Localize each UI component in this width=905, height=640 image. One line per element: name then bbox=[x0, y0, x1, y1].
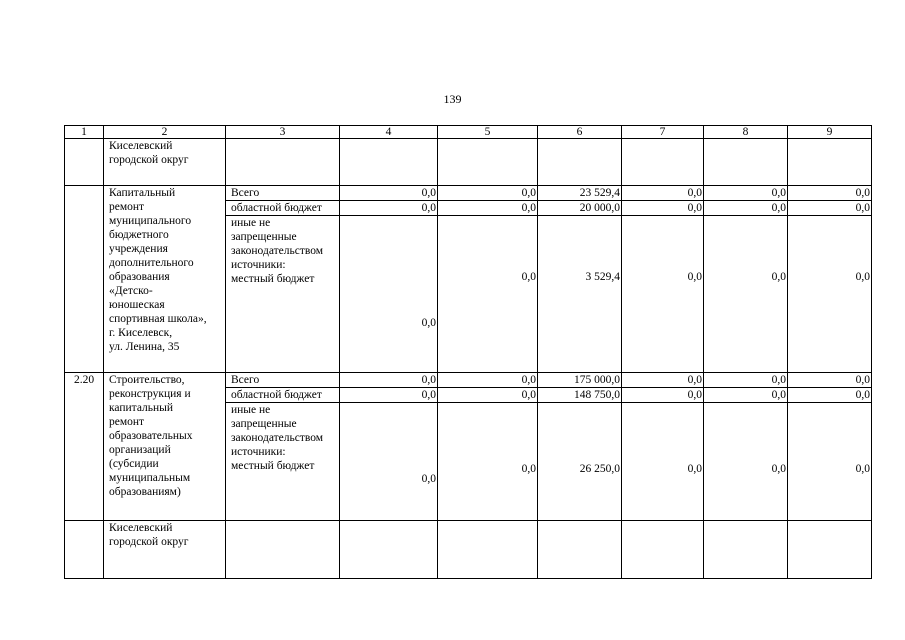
value-cell: 175 000,0 bbox=[538, 373, 622, 388]
code-cell: 2.20 bbox=[65, 373, 104, 521]
code-cell bbox=[65, 139, 104, 186]
name-line: ул. Ленина, 35 bbox=[109, 341, 180, 353]
name-line: образования bbox=[109, 271, 170, 283]
source-cell bbox=[226, 139, 340, 186]
value-cell: 0,0 bbox=[704, 403, 788, 521]
value-cell: 0,0 bbox=[340, 186, 438, 201]
value-cell bbox=[340, 139, 438, 186]
name-line: «Детско- bbox=[109, 285, 153, 297]
value-cell: 0,0 bbox=[438, 216, 538, 373]
name-line: юношеская bbox=[109, 299, 165, 311]
code-cell bbox=[65, 521, 104, 579]
name-cell bbox=[104, 521, 226, 579]
value-cell: 0,0 bbox=[788, 201, 872, 216]
name-cell bbox=[104, 186, 226, 373]
source-cell: областной бюджет bbox=[226, 201, 340, 216]
page-number: 139 bbox=[443, 92, 462, 106]
source-line: законодательством bbox=[231, 432, 324, 444]
value-cell: 148 750,0 bbox=[538, 388, 622, 403]
value-cell: 0,0 bbox=[788, 216, 872, 373]
source-cell: Всего bbox=[226, 186, 340, 201]
value-cell: 0,0 bbox=[704, 373, 788, 388]
name-line: спортивная школа», bbox=[109, 313, 207, 325]
name-cell bbox=[104, 373, 226, 521]
name-line: Строительство, bbox=[109, 374, 185, 386]
value-cell: 0,0 bbox=[704, 186, 788, 201]
source-cell bbox=[226, 403, 340, 521]
name-line: учреждения bbox=[109, 243, 168, 255]
source-line: местный бюджет bbox=[231, 460, 315, 472]
col-header: 2 bbox=[104, 126, 226, 139]
col-header: 7 bbox=[622, 126, 704, 139]
name-line: ремонт bbox=[109, 416, 145, 428]
name-line: организаций bbox=[109, 444, 171, 456]
source-line: источники: bbox=[231, 446, 286, 458]
value-cell: 0,0 bbox=[622, 216, 704, 373]
value-cell bbox=[622, 139, 704, 186]
source-line: законодательством bbox=[231, 245, 324, 257]
value-cell bbox=[622, 521, 704, 579]
value-cell: 0,0 bbox=[340, 388, 438, 403]
name-line: образовательных bbox=[109, 430, 193, 442]
name-line: образованиям) bbox=[109, 486, 181, 498]
value-cell: 0,0 bbox=[788, 403, 872, 521]
value-cell bbox=[788, 521, 872, 579]
source-cell bbox=[226, 216, 340, 373]
source-line: запрещенные bbox=[231, 418, 297, 430]
value-cell: 0,0 bbox=[438, 373, 538, 388]
value-cell: 0,0 bbox=[340, 373, 438, 388]
name-line: бюджетного bbox=[109, 229, 169, 241]
value-cell: 0,0 bbox=[340, 403, 438, 521]
value-cell bbox=[538, 139, 622, 186]
col-header: 9 bbox=[788, 126, 872, 139]
name-line: городской округ bbox=[109, 536, 189, 548]
name-line: городской округ bbox=[109, 154, 189, 166]
source-cell bbox=[226, 521, 340, 579]
name-line: г. Киселевск, bbox=[109, 327, 173, 339]
value-cell: 0,0 bbox=[438, 388, 538, 403]
value-cell: 0,0 bbox=[704, 216, 788, 373]
value-cell bbox=[340, 521, 438, 579]
table-row bbox=[65, 139, 872, 186]
value-cell: 20 000,0 bbox=[538, 201, 622, 216]
value-cell: 0,0 bbox=[340, 201, 438, 216]
table-row bbox=[65, 373, 872, 388]
value-cell: 0,0 bbox=[438, 201, 538, 216]
budget-table bbox=[64, 125, 872, 579]
value-cell: 0,0 bbox=[788, 388, 872, 403]
value-cell: 26 250,0 bbox=[538, 403, 622, 521]
col-header: 1 bbox=[65, 126, 104, 139]
name-cell bbox=[104, 139, 226, 186]
value-cell: 0,0 bbox=[622, 373, 704, 388]
source-line: запрещенные bbox=[231, 231, 297, 243]
name-line: муниципальным bbox=[109, 472, 191, 484]
value-cell: 0,0 bbox=[340, 216, 438, 373]
value-cell: 0,0 bbox=[622, 403, 704, 521]
source-line: иные не bbox=[231, 404, 271, 416]
value-cell bbox=[788, 139, 872, 186]
header-row bbox=[65, 126, 872, 139]
value-cell bbox=[538, 521, 622, 579]
value-cell: 0,0 bbox=[704, 388, 788, 403]
source-cell: областной бюджет bbox=[226, 388, 340, 403]
value-cell bbox=[704, 139, 788, 186]
source-line: иные не bbox=[231, 217, 271, 229]
col-header: 8 bbox=[704, 126, 788, 139]
col-header: 6 bbox=[538, 126, 622, 139]
value-cell: 0,0 bbox=[788, 373, 872, 388]
value-cell: 0,0 bbox=[622, 388, 704, 403]
table-row bbox=[65, 521, 872, 579]
col-header: 3 bbox=[226, 126, 340, 139]
name-line: реконструкция и bbox=[109, 388, 191, 400]
value-cell: 0,0 bbox=[622, 186, 704, 201]
source-line: местный бюджет bbox=[231, 273, 315, 285]
table-row bbox=[65, 186, 872, 201]
code-cell bbox=[65, 186, 104, 373]
value-cell: 0,0 bbox=[438, 403, 538, 521]
value-cell: 23 529,4 bbox=[538, 186, 622, 201]
value-cell bbox=[438, 521, 538, 579]
name-line: Киселевский bbox=[109, 140, 173, 152]
source-cell: Всего bbox=[226, 373, 340, 388]
name-line: капитальный bbox=[109, 402, 174, 414]
value-cell: 3 529,4 bbox=[538, 216, 622, 373]
col-header: 5 bbox=[438, 126, 538, 139]
source-line: источники: bbox=[231, 259, 286, 271]
value-cell: 0,0 bbox=[438, 186, 538, 201]
col-header: 4 bbox=[340, 126, 438, 139]
name-line: муниципального bbox=[109, 215, 192, 227]
name-line: (субсидии bbox=[109, 458, 159, 470]
name-line: Киселевский bbox=[109, 522, 173, 534]
value-cell bbox=[704, 521, 788, 579]
name-line: дополнительного bbox=[109, 257, 194, 269]
value-cell: 0,0 bbox=[622, 201, 704, 216]
value-cell: 0,0 bbox=[788, 186, 872, 201]
name-line: Капитальный bbox=[109, 187, 176, 199]
value-cell bbox=[438, 139, 538, 186]
name-line: ремонт bbox=[109, 201, 145, 213]
value-cell: 0,0 bbox=[704, 201, 788, 216]
